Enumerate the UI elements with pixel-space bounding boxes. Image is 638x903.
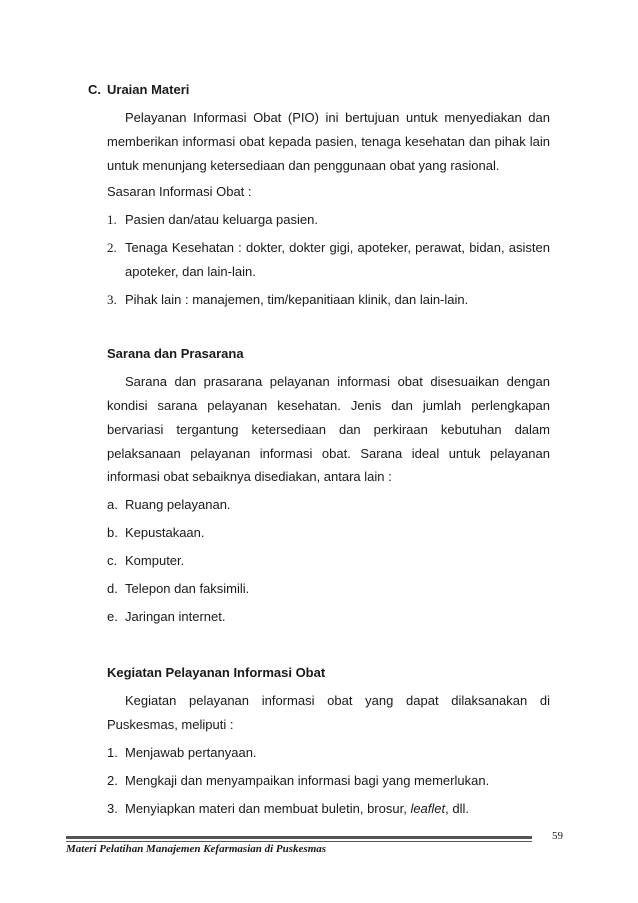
- sasaran-item-text-cont: apoteker, dan lain-lain.: [125, 264, 256, 279]
- sarana-item-text: Ruang pelayanan.: [125, 497, 231, 512]
- sasaran-item-number: 1.: [107, 212, 117, 227]
- kegiatan-item-text: Menjawab pertanyaan.: [125, 745, 257, 760]
- sarana-item-letter: e.: [107, 609, 118, 624]
- kegiatan-item-text-before: Menyiapkan materi dan membuat buletin, brosur,: [125, 801, 411, 816]
- sarana-item-text: Komputer.: [125, 553, 185, 568]
- sasaran-item-number: 3.: [107, 292, 117, 307]
- sarana-item-letter: a.: [107, 497, 118, 512]
- sasaran-item-text: Pihak lain : manajemen, tim/kepanitiaan klinik, dan lain-lain.: [125, 292, 469, 307]
- section-letter: C.: [88, 82, 101, 97]
- sarana-item-letter: c.: [107, 553, 118, 568]
- sarana-line-1: Sarana dan prasarana pelayanan informasi obat disesuaikan dengan: [125, 374, 550, 389]
- sasaran-item-text: Tenaga Kesehatan : dokter, dokter gigi, apoteker, perawat, bidan, asisten: [125, 240, 550, 255]
- kegiatan-heading: Kegiatan Pelayanan Informasi Obat: [107, 665, 326, 680]
- footer-rule-thin: [66, 841, 532, 842]
- sarana-item-text: Jaringan internet.: [125, 609, 226, 624]
- sarana-heading: Sarana dan Prasarana: [107, 346, 244, 361]
- sarana-item-letter: b.: [107, 525, 118, 540]
- sasaran-heading: Sasaran Informasi Obat :: [107, 184, 252, 199]
- kegiatan-line-1: Kegiatan pelayanan informasi obat yang dapat dilaksanakan di: [125, 693, 550, 708]
- sarana-item-text: Telepon dan faksimili.: [125, 581, 250, 596]
- intro-line-2: memberikan informasi obat kepada pasien, tenaga kesehatan dan pihak lain: [107, 134, 550, 149]
- kegiatan-item-text: Mengkaji dan menyampaikan informasi bagi yang memerlukan.: [125, 773, 490, 788]
- page-number: 59: [552, 830, 563, 842]
- sarana-item-text: Kepustakaan.: [125, 525, 205, 540]
- sasaran-item-number: 2.: [107, 240, 117, 255]
- intro-line-3: untuk menunjang ketersediaan dan penggunaan obat yang rasional.: [107, 158, 500, 173]
- kegiatan-item-text-after: , dll.: [445, 801, 469, 816]
- footer-rule-thick: [66, 836, 532, 839]
- intro-line-1: Pelayanan Informasi Obat (PIO) ini bertujuan untuk menyediakan dan: [125, 110, 550, 125]
- sarana-line-4: pelaksanaan pelayanan informasi obat. Sarana ideal untuk pelayanan: [107, 446, 550, 461]
- section-title: Uraian Materi: [107, 82, 190, 97]
- kegiatan-item-number: 1.: [107, 745, 118, 760]
- footer-text: Materi Pelatihan Manajemen Kefarmasian di Puskesmas: [66, 843, 327, 855]
- kegiatan-item-number: 2.: [107, 773, 118, 788]
- sarana-item-letter: d.: [107, 581, 118, 596]
- sarana-line-2: kondisi sarana pelayanan kesehatan. Jenis dan jumlah perlengkapan: [107, 398, 550, 413]
- kegiatan-item-text: [125, 801, 469, 817]
- kegiatan-item-text-italic: leaflet: [410, 801, 446, 816]
- sarana-line-5: informasi obat sebaiknya disediakan, antara lain :: [107, 469, 392, 484]
- kegiatan-line-2: Puskesmas, meliputi :: [107, 717, 234, 732]
- sasaran-item-text: Pasien dan/atau keluarga pasien.: [125, 212, 318, 227]
- sarana-line-3: bervariasi tergantung ketersediaan dan perkiraan kebutuhan dalam: [107, 422, 550, 437]
- kegiatan-item-number: 3.: [107, 801, 118, 816]
